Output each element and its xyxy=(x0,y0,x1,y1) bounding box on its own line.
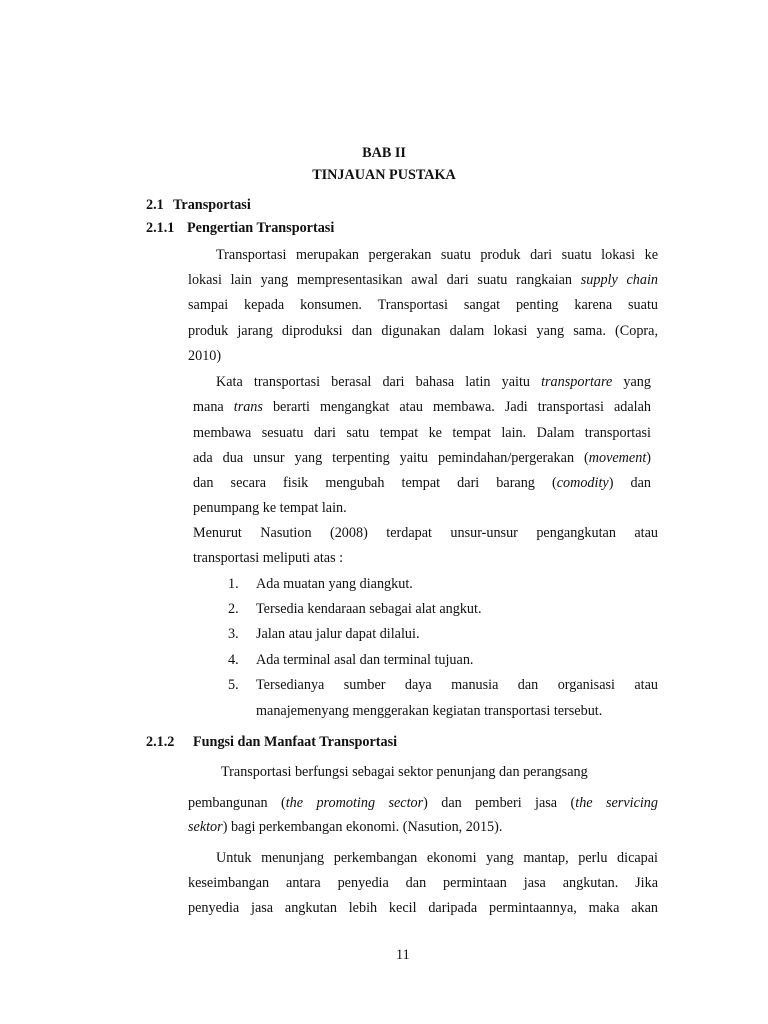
paragraph-line: keseimbangan antara penyedia dan permintaan jasa angkutan. Jika xyxy=(188,875,658,891)
paragraph-line: Kata transportasi berasal dari bahasa latin yaitu transportare yang xyxy=(216,374,651,390)
italic-term: supply chain xyxy=(580,272,659,288)
section-2-1-1-number: 2.1.1 xyxy=(146,220,175,236)
section-2-1-number: 2.1 xyxy=(146,197,164,213)
paragraph-line: Transportasi merupakan pergerakan suatu produk dari suatu lokasi ke xyxy=(216,247,658,263)
paragraph-line: sektor) bagi perkembangan ekonomi. (Nasution, 2015). xyxy=(188,819,503,835)
list-item: Tersedia kendaraan sebagai alat angkut. xyxy=(256,601,482,617)
italic-term: comodity xyxy=(556,475,609,491)
list-number: 2. xyxy=(228,601,239,617)
italic-term: transportare xyxy=(541,374,613,390)
paragraph-line: transportasi meliputi atas : xyxy=(193,550,344,566)
paragraph-line: Transportasi berfungsi sebagai sektor penunjang dan perangsang xyxy=(221,764,588,780)
section-2-1-2-title: Fungsi dan Manfaat Transportasi xyxy=(193,734,398,750)
paragraph-line: Untuk menunjang perkembangan ekonomi yang mantap, perlu dicapai xyxy=(216,850,658,866)
paragraph-line: lokasi lain yang mempresentasikan awal dari suatu rangkaian supply chain xyxy=(188,272,659,288)
paragraph-line: ada dua unsur yang terpenting yaitu pemindahan/pergerakan (movement) xyxy=(193,450,651,466)
paragraph-line: mana trans berarti mengangkat atau membawa. Jadi transportasi adalah xyxy=(193,399,651,415)
italic-term: movement xyxy=(588,450,647,466)
paragraph-line: 2010) xyxy=(188,348,222,364)
paragraph-line: sampai kepada konsumen. Transportasi sangat penting karena suatu xyxy=(188,297,658,313)
paragraph-line: produk jarang diproduksi dan digunakan dalam lokasi yang sama. (Copra, xyxy=(188,323,658,339)
list-item: Ada muatan yang diangkut. xyxy=(256,576,413,592)
list-item: Jalan atau jalur dapat dilalui. xyxy=(256,626,420,642)
list-item: Ada terminal asal dan terminal tujuan. xyxy=(256,652,474,668)
list-number: 4. xyxy=(228,652,239,668)
italic-term: the promoting sector xyxy=(285,795,424,811)
paragraph-line: penyedia jasa angkutan lebih kecil daripada permintaannya, maka akan xyxy=(188,900,658,916)
italic-term: the servicing xyxy=(575,795,658,811)
paragraph-line: Menurut Nasution (2008) terdapat unsur-unsur pengangkutan atau xyxy=(193,525,658,541)
italic-term: sektor xyxy=(188,819,223,835)
paragraph-line: pembangunan (the promoting sector) dan pemberi jasa (the servicing xyxy=(188,795,658,811)
section-2-1-title: Transportasi xyxy=(173,197,251,213)
chapter-title: TINJAUAN PUSTAKA xyxy=(312,167,456,183)
chapter-label: BAB II xyxy=(362,145,406,161)
section-2-1-1-title: Pengertian Transportasi xyxy=(187,220,335,236)
paragraph-line: dan secara fisik mengubah tempat dari barang (comodity) dan xyxy=(193,475,651,491)
list-number: 1. xyxy=(228,576,239,592)
list-item: Tersedianya sumber daya manusia dan organisasi atau xyxy=(256,677,658,693)
paragraph-line: penumpang ke tempat lain. xyxy=(193,500,347,516)
italic-term: trans xyxy=(233,399,263,415)
list-number: 5. xyxy=(228,677,239,693)
list-item-continuation: manajemenyang menggerakan kegiatan transportasi tersebut. xyxy=(256,703,603,719)
paragraph-line: membawa sesuatu dari satu tempat ke tempat lain. Dalam transportasi xyxy=(193,425,651,441)
section-2-1-2-number: 2.1.2 xyxy=(146,734,175,750)
list-number: 3. xyxy=(228,626,239,642)
page-number: 11 xyxy=(396,947,410,963)
